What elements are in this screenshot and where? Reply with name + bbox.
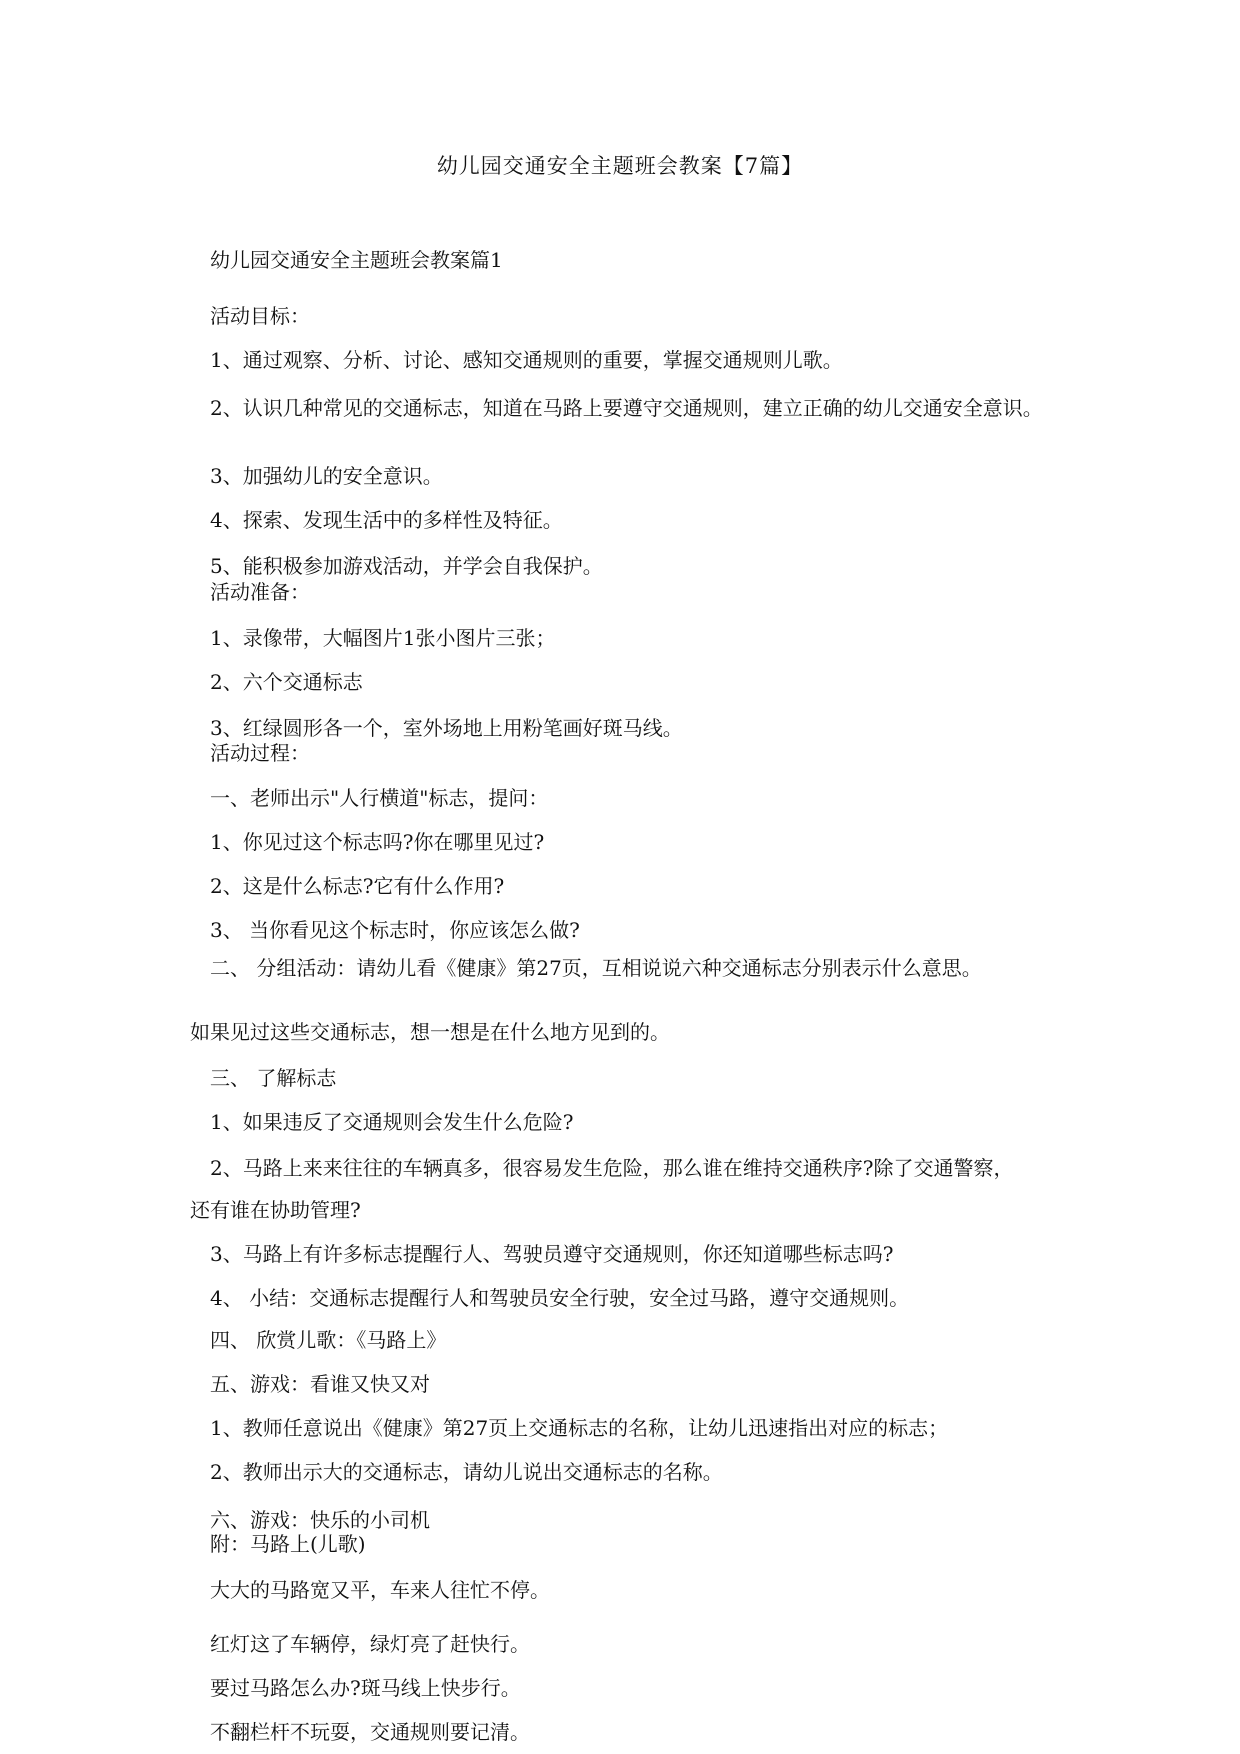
step-3-summary: 4、 小结：交通标志提醒行人和驾驶员安全行驶，安全过马路，遵守交通规则。 [210, 1286, 910, 1310]
goals-heading: 活动目标： [210, 304, 310, 328]
step-1-question-2: 2、这是什么标志?它有什么作用? [210, 874, 505, 898]
goal-item-4: 4、探索、发现生活中的多样性及特征。 [210, 508, 563, 532]
process-heading: 活动过程： [210, 741, 310, 765]
step-6: 六、游戏：快乐的小司机 [210, 1508, 430, 1532]
step-5: 五、游戏：看谁又快又对 [210, 1372, 430, 1396]
prep-item-3: 3、红绿圆形各一个，室外场地上用粉笔画好斑马线。 [210, 716, 683, 740]
step-1-question-3: 3、 当你看见这个标志时，你应该怎么做? [210, 918, 580, 942]
section-heading: 幼儿园交通安全主题班会教案篇1 [210, 248, 503, 272]
prep-item-2: 2、六个交通标志 [210, 670, 363, 694]
step-1: 一、老师出示"人行横道"标志，提问： [210, 786, 549, 810]
step-3-question-2: 2、马路上来来往往的车辆真多，很容易发生危险，那么谁在维持交通秩序?除了交通警察， [210, 1156, 1014, 1180]
step-3-question-3: 3、马路上有许多标志提醒行人、驾驶员遵守交通规则，你还知道哪些标志吗? [210, 1242, 894, 1266]
goal-item-1: 1、通过观察、分析、讨论、感知交通规则的重要，掌握交通规则儿歌。 [210, 348, 843, 372]
step-2: 二、 分组活动：请幼儿看《健康》第27页，互相说说六种交通标志分别表示什么意思。 [210, 956, 982, 980]
poem-line-2: 红灯这了车辆停，绿灯亮了赶快行。 [210, 1632, 530, 1656]
poem-line-1: 大大的马路宽又平，车来人往忙不停。 [210, 1578, 550, 1602]
step-3-question-2-continued: 还有谁在协助管理? [190, 1198, 361, 1222]
goal-item-3: 3、加强幼儿的安全意识。 [210, 464, 443, 488]
step-3-question-1: 1、如果违反了交通规则会发生什么危险? [210, 1110, 574, 1134]
prep-item-1: 1、录像带，大幅图片1张小图片三张； [210, 626, 556, 650]
goal-item-5: 5、能积极参加游戏活动，并学会自我保护。 [210, 554, 603, 578]
step-2-continued: 如果见过这些交通标志，想一想是在什么地方见到的。 [190, 1020, 670, 1044]
poem-line-4: 不翻栏杆不玩耍，交通规则要记清。 [210, 1720, 530, 1744]
step-1-question-1: 1、你见过这个标志吗?你在哪里见过? [210, 830, 545, 854]
step-5-item-1: 1、教师任意说出《健康》第27页上交通标志的名称，让幼儿迅速指出对应的标志； [210, 1416, 949, 1440]
appendix-heading: 附：马路上(儿歌) [210, 1532, 366, 1556]
document-title: 幼儿园交通安全主题班会教案【7篇】 [436, 154, 804, 178]
prep-heading: 活动准备： [210, 580, 310, 604]
goal-item-2: 2、认识几种常见的交通标志，知道在马路上要遵守交通规则，建立正确的幼儿交通安全意识。 [210, 396, 1043, 420]
step-4: 四、 欣赏儿歌：《马路上》 [210, 1328, 447, 1352]
step-5-item-2: 2、教师出示大的交通标志，请幼儿说出交通标志的名称。 [210, 1460, 723, 1484]
step-3: 三、 了解标志 [210, 1066, 337, 1090]
poem-line-3: 要过马路怎么办?斑马线上快步行。 [210, 1676, 521, 1700]
